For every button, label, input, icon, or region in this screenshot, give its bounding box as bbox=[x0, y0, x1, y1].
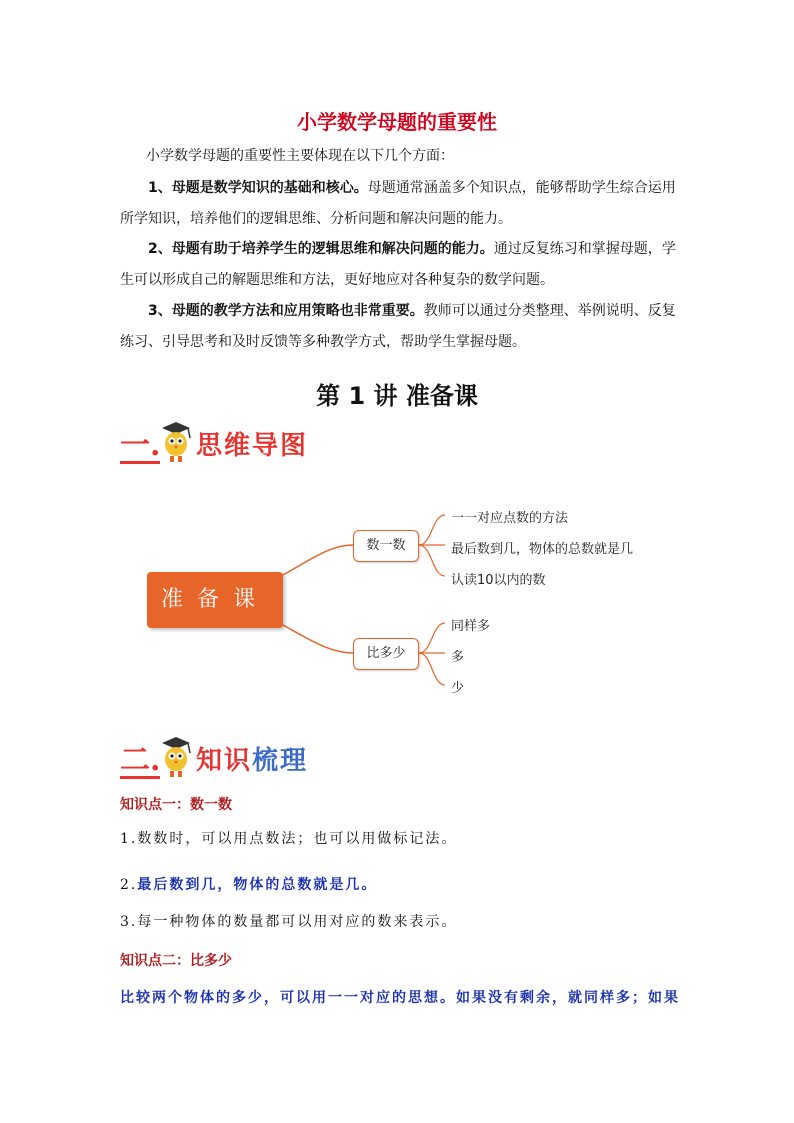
knowledge-point-2-heading: 知识点二：比多少 bbox=[120, 953, 232, 969]
point-2-text: 通过反复练习和掌握母题，学生可以形成自己的解题思维和方法，更好地应对各种复杂的数学问题。 bbox=[120, 241, 676, 288]
intro-text: 小学数学母题的重要性主要体现在以下几个方面： bbox=[146, 148, 454, 164]
mindmap-branch-compare: 比多少 bbox=[353, 638, 419, 670]
section-title bbox=[196, 740, 308, 777]
knowledge-line-emphasis: 最后数到几，物体的总数就是几。 bbox=[137, 877, 378, 893]
point-3-bold: 3、母题的教学方法和应用策略也非常重要。 bbox=[148, 303, 424, 319]
point-2-bold: 2、母题有助于培养学生的逻辑思维和解决问题的能力。 bbox=[148, 241, 494, 257]
knowledge-line-4 bbox=[120, 987, 680, 1007]
mindmap-root-node: 准备课 bbox=[147, 572, 283, 628]
graduate-owl-icon bbox=[158, 418, 194, 466]
graduate-owl-icon bbox=[158, 733, 194, 781]
knowledge-point-1-heading: 知识点一：数一数 bbox=[120, 797, 232, 813]
mindmap-branch-count: 数一数 bbox=[353, 530, 419, 562]
section-heading-knowledge bbox=[120, 733, 380, 783]
point-1-text: 母题通常涵盖多个知识点，能够帮助学生综合运用所学知识，培养他们的逻辑思维、分析问题和解决问题的能力。 bbox=[120, 180, 676, 227]
document-title: 小学数学母题的重要性 bbox=[297, 110, 497, 134]
knowledge-line-text: 3.每一种物体的数量都可以用对应的数来表示。 bbox=[120, 914, 458, 930]
knowledge-line-1 bbox=[120, 828, 457, 848]
point-1-bold: 1、母题是数学知识的基础和核心。 bbox=[148, 180, 368, 196]
section-number: 二. bbox=[120, 743, 161, 778]
point-1 bbox=[120, 173, 678, 235]
knowledge-line-3 bbox=[120, 911, 457, 931]
section-heading-mindmap bbox=[120, 418, 380, 468]
section-title: 思维导图 bbox=[196, 431, 309, 461]
mindmap-leaf: 少 bbox=[451, 681, 465, 696]
mindmap-leaf: 最后数到几，物体的总数就是几 bbox=[451, 542, 634, 557]
knowledge-line-prefix: 2. bbox=[120, 877, 138, 893]
section-title-red: 知识 bbox=[196, 746, 253, 776]
knowledge-line-text: 1.数数时，可以用点数法；也可以用做标记法。 bbox=[120, 831, 458, 847]
mindmap-leaf: 多 bbox=[451, 650, 465, 665]
mindmap-leaf: 认读10以内的数 bbox=[451, 573, 546, 588]
point-2 bbox=[120, 234, 678, 296]
section-title-blue: 梳理 bbox=[252, 746, 309, 776]
point-3 bbox=[120, 296, 678, 358]
knowledge-line-2 bbox=[120, 874, 377, 894]
knowledge-line-emphasis: 比较两个物体的多少，可以用一一对应的思想。如果没有剩余，就同样多；如果 bbox=[120, 990, 680, 1006]
mindmap-leaf: 一一对应点数的方法 bbox=[451, 511, 569, 526]
point-3-text: 教师可以通过分类整理、举例说明、反复练习、引导思考和及时反馈等多种教学方式，帮助学生掌握母题。 bbox=[120, 303, 676, 350]
lecture-title: 第 1 讲 准备课 bbox=[316, 382, 478, 410]
mindmap-leaf: 同样多 bbox=[451, 619, 491, 634]
section-number: 一. bbox=[120, 428, 161, 463]
